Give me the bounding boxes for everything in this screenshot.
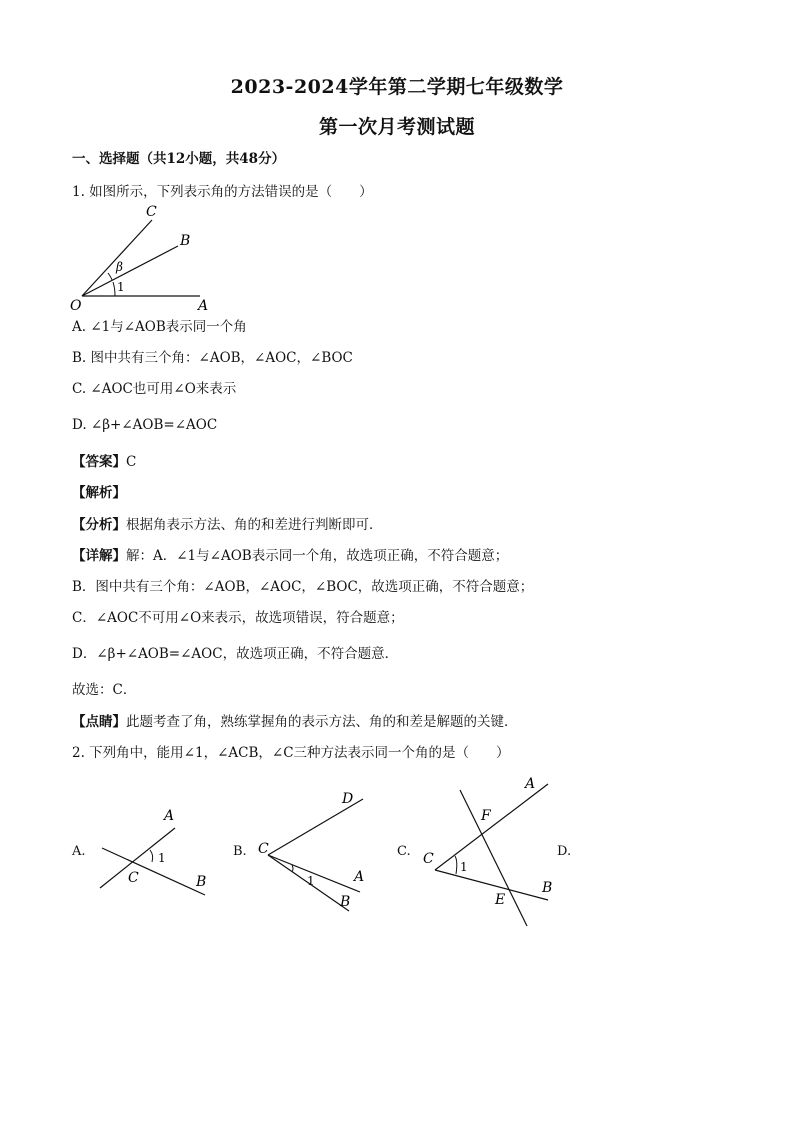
exam-title-line1: 2023-2024学年第二学期七年级数学 bbox=[230, 76, 564, 98]
q1-choice: 故选：C． bbox=[72, 682, 137, 698]
label-c: C bbox=[146, 204, 157, 220]
answer-value: C bbox=[126, 454, 137, 470]
label-a: A bbox=[525, 776, 536, 792]
label-one: 1 bbox=[460, 860, 468, 874]
answer-tag: 【答案】 bbox=[72, 454, 126, 470]
arc-1 bbox=[455, 856, 457, 874]
arc-one bbox=[113, 282, 115, 296]
q1-angle-figure bbox=[60, 200, 230, 315]
label-beta: β bbox=[116, 260, 123, 274]
line-cb bbox=[102, 848, 205, 895]
q1-stem: 1. 如图所示，下列表示角的方法错误的是（ ） bbox=[72, 184, 373, 200]
q1-answer bbox=[72, 453, 136, 471]
label-a: A bbox=[198, 298, 209, 314]
label-c: C bbox=[258, 841, 269, 857]
q2-option-a-label: A. bbox=[72, 844, 86, 859]
q2-figure-b bbox=[250, 785, 380, 915]
label-o: O bbox=[70, 298, 82, 314]
label-one: 1 bbox=[307, 874, 315, 888]
label-one: 1 bbox=[158, 851, 166, 865]
q2-option-d-label: D. bbox=[557, 844, 572, 859]
q1-xiangjie-d: D．∠β+∠AOB=∠AOC，故选项正确，不符合题意． bbox=[72, 646, 399, 662]
q1-dianjing bbox=[72, 713, 518, 731]
label-e: E bbox=[495, 892, 506, 908]
section-heading: 一、选择题（共12小题，共48分） bbox=[72, 151, 286, 167]
label-one: 1 bbox=[117, 280, 125, 294]
label-b: B bbox=[180, 233, 191, 249]
label-a: A bbox=[164, 808, 175, 824]
label-b: B bbox=[340, 894, 351, 910]
q1-xiangjie-b: B．图中共有三个角：∠AOB，∠AOC，∠BOC，故选项正确，不符合题意； bbox=[72, 579, 534, 595]
line-cb bbox=[435, 870, 548, 900]
q2-option-b-label: B. bbox=[233, 844, 247, 859]
label-c: C bbox=[423, 851, 434, 867]
q1-option-b: B. 图中共有三个角：∠AOB，∠AOC，∠BOC bbox=[72, 350, 353, 366]
q1-option-c: C. ∠AOC也可用∠O来表示 bbox=[72, 381, 237, 397]
fenxi-tag: 【分析】 bbox=[72, 517, 126, 533]
label-a: A bbox=[354, 869, 365, 885]
line-fe bbox=[460, 790, 527, 926]
label-f: F bbox=[481, 808, 491, 824]
q1-xiangjie-c: C．∠AOC不可用∠O来表示，故选项错误，符合题意； bbox=[72, 610, 404, 626]
arc-beta bbox=[108, 273, 112, 280]
line-cd bbox=[268, 799, 363, 855]
q1-option-a: A. ∠1与∠AOB表示同一个角 bbox=[72, 319, 247, 335]
analysis-tag: 【解析】 bbox=[72, 485, 126, 501]
label-d: D bbox=[342, 791, 354, 807]
ray-ob bbox=[82, 246, 178, 296]
q2-figure-a bbox=[90, 800, 220, 905]
xiangjie-tag: 【详解】 bbox=[72, 548, 126, 564]
fenxi-text: 根据角表示方法、角的和差进行判断即可． bbox=[126, 517, 383, 533]
q2-figure-c bbox=[415, 770, 565, 930]
dianjing-text: 此题考查了角，熟练掌握角的表示方法、角的和差是解题的关键． bbox=[126, 714, 518, 730]
q1-option-d: D. ∠β+∠AOB=∠AOC bbox=[72, 417, 218, 433]
arc-1 bbox=[292, 865, 293, 872]
xiangjie-a: 解：A．∠1与∠AOB表示同一个角，故选项正确，不符合题意； bbox=[126, 548, 509, 564]
label-c: C bbox=[128, 870, 139, 886]
q1-analysis-tag bbox=[72, 484, 126, 502]
line-ca bbox=[435, 784, 548, 870]
exam-title-line2: 第一次月考测试题 bbox=[318, 116, 475, 138]
q2-option-c-label: C. bbox=[397, 844, 411, 859]
dianjing-tag: 【点睛】 bbox=[72, 714, 126, 730]
label-b: B bbox=[542, 880, 553, 896]
arc-1 bbox=[150, 850, 153, 862]
q2-stem: 2. 下列角中，能用∠1，∠ACB，∠C三种方法表示同一个角的是（ ） bbox=[72, 745, 510, 761]
q1-fenxi bbox=[72, 516, 383, 534]
label-b: B bbox=[196, 874, 207, 890]
q1-xiangjie bbox=[72, 547, 508, 565]
